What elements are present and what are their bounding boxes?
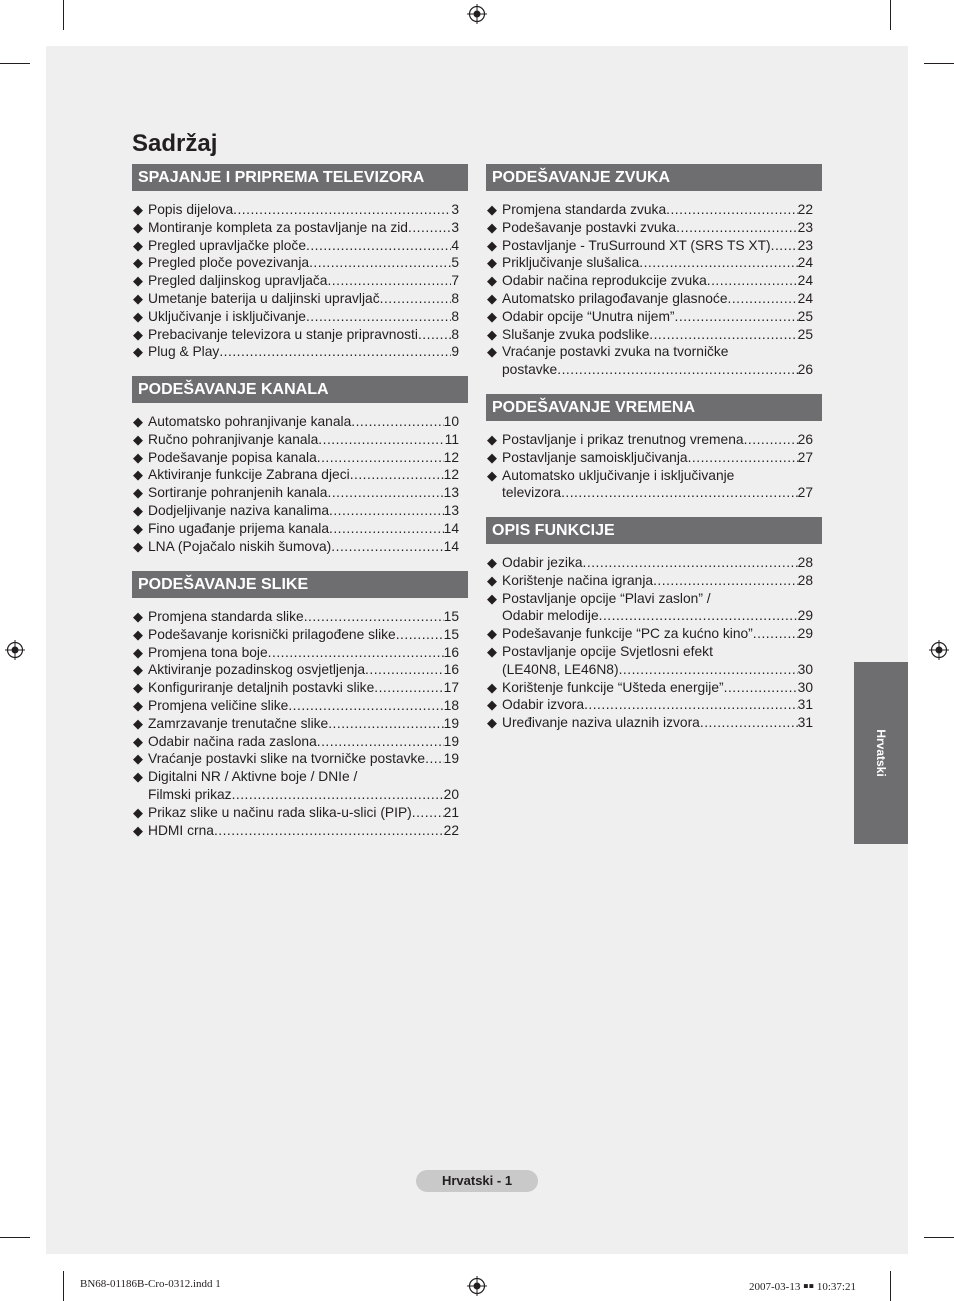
toc-entry-label: Popis dijelova — [148, 202, 234, 217]
dot-leader — [675, 308, 798, 326]
toc-list — [132, 201, 468, 361]
toc-entry-label: Automatsko prilagođavanje glasnoće — [502, 290, 728, 306]
toc-entry-page: 3 — [451, 219, 459, 235]
toc-entry — [486, 254, 822, 272]
toc-entry — [132, 608, 468, 626]
dot-leader — [317, 449, 444, 467]
toc-section — [132, 571, 468, 839]
toc-entry — [486, 467, 822, 503]
dot-leader — [329, 520, 444, 538]
toc-entry — [132, 538, 468, 556]
dot-leader — [666, 201, 798, 219]
toc-entry-label: Pregled daljinskog upravljača — [148, 273, 328, 289]
diamond-bullet-icon: ◆ — [487, 344, 497, 360]
registration-mark-icon — [929, 640, 949, 660]
toc-entry-label: LNA (Pojačalo niskih šumova) — [148, 538, 332, 554]
toc-entry — [132, 449, 468, 467]
toc-list — [486, 201, 822, 379]
toc-section — [486, 164, 822, 379]
dot-leader — [688, 449, 798, 467]
toc-entry-page: 28 — [797, 572, 813, 588]
diamond-bullet-icon: ◆ — [133, 502, 143, 518]
print-slug-file: BN68-01186B-Cro-0312.indd 1 — [80, 1278, 221, 1290]
toc-entry-label: HDMI crna — [148, 822, 214, 838]
toc-entry — [486, 643, 822, 679]
toc-entry — [132, 502, 468, 520]
toc-entry — [132, 768, 468, 804]
toc-entry-page: 17 — [443, 680, 459, 696]
section-header: PODEŠAVANJE KANALA — [132, 376, 468, 403]
toc-entry-page: 30 — [797, 661, 813, 677]
toc-entry-label: Korištenje načina igranja — [502, 572, 654, 588]
toc-entry — [132, 326, 468, 344]
diamond-bullet-icon: ◆ — [133, 751, 143, 767]
diamond-bullet-icon: ◆ — [133, 769, 143, 785]
toc-entry — [132, 343, 468, 361]
section-header: SPAJANJE I PRIPREMA TELEVIZORA — [132, 164, 468, 191]
registration-mark-icon — [5, 640, 25, 660]
toc-entry-page: 25 — [797, 326, 813, 342]
toc-entry-label: Odabir opcije “Unutra nijem” — [502, 308, 675, 324]
toc-entry — [486, 679, 822, 697]
diamond-bullet-icon: ◆ — [487, 432, 497, 447]
diamond-bullet-icon: ◆ — [133, 680, 143, 696]
toc-entry — [486, 272, 822, 290]
toc-entry — [132, 272, 468, 290]
toc-entry-label: Promjena tona boje — [148, 644, 268, 660]
dot-leader — [329, 502, 444, 520]
toc-entry-page: 31 — [797, 697, 813, 713]
toc-entry-page: 9 — [451, 344, 459, 360]
toc-entry-page: 7 — [451, 273, 459, 289]
diamond-bullet-icon: ◆ — [487, 467, 497, 483]
dot-leader — [408, 219, 451, 237]
toc-entry — [486, 572, 822, 590]
toc-entry-page: 29 — [797, 626, 813, 642]
dot-leader — [744, 431, 798, 449]
toc-entry-first-line: Vraćanje postavki zvuka na tvorničke — [502, 344, 729, 360]
toc-entry-label: Slušanje zvuka podslike — [502, 326, 650, 342]
registration-mark-icon — [467, 4, 487, 24]
toc-entry — [486, 290, 822, 308]
diamond-bullet-icon: ◆ — [487, 626, 497, 642]
toc-entry-page: 24 — [797, 255, 813, 271]
toc-entry — [132, 804, 468, 822]
toc-entry-label: Montiranje kompleta za postavljanje na zid — [148, 219, 408, 235]
toc-entry-page: 29 — [797, 608, 813, 624]
toc-entry-page: 28 — [797, 555, 813, 570]
toc-entry-label: Korištenje funkcije “Ušteda energije” — [502, 679, 724, 695]
toc-entry — [132, 254, 468, 272]
toc-list — [486, 554, 822, 732]
crop-mark — [63, 0, 64, 30]
diamond-bullet-icon: ◆ — [133, 431, 143, 447]
toc-entry-page: 27 — [797, 449, 813, 465]
language-side-tab — [854, 662, 908, 844]
crop-mark — [0, 63, 30, 64]
toc-entry — [132, 237, 468, 255]
toc-entry-first-line: Postavljanje opcije Svjetlosni efekt — [502, 643, 713, 659]
toc-entry-page: 26 — [797, 362, 813, 378]
toc-entry-label: Postavljanje i prikaz trenutnog vremena — [502, 432, 744, 447]
toc-entry — [486, 237, 822, 255]
toc-entry — [486, 219, 822, 237]
toc-entry-label: Pregled ploče povezivanja — [148, 255, 310, 271]
toc-entry-label: Odabir načina reprodukcije zvuka — [502, 273, 707, 289]
toc-section — [132, 164, 468, 361]
toc-entry-label: Konfiguriranje detaljnih postavki slike — [148, 680, 375, 696]
diamond-bullet-icon: ◆ — [487, 308, 497, 324]
diamond-bullet-icon: ◆ — [133, 609, 143, 624]
toc-entry — [486, 449, 822, 467]
diamond-bullet-icon: ◆ — [133, 449, 143, 465]
toc-entry-first-line: Digitalni NR / Aktivne boje / DNIe / — [148, 769, 358, 785]
toc-entry-label: Postavljanje samoisključivanja — [502, 449, 688, 465]
diamond-bullet-icon: ◆ — [487, 697, 497, 713]
toc-entry-page: 25 — [797, 308, 813, 324]
dot-leader — [365, 661, 444, 679]
toc-entry-page: 16 — [443, 662, 459, 678]
section-header: PODEŠAVANJE ZVUKA — [486, 164, 822, 191]
toc-entry — [132, 290, 468, 308]
toc-entry-page: 5 — [451, 255, 459, 271]
toc-entry — [486, 201, 822, 219]
toc-section — [486, 394, 822, 502]
toc-entry-label: televizora — [502, 485, 562, 501]
toc-entry-page: 19 — [443, 751, 459, 767]
crop-mark — [924, 63, 954, 64]
dot-leader — [557, 361, 797, 379]
toc-entry-label: Prikaz slike u načinu rada slika-u-slici (PIP) — [148, 804, 412, 820]
toc-entry — [486, 326, 822, 344]
dot-leader — [328, 715, 443, 733]
diamond-bullet-icon: ◆ — [487, 326, 497, 342]
dot-leader — [599, 607, 798, 625]
toc-entry-page: 15 — [443, 609, 459, 624]
diamond-bullet-icon: ◆ — [133, 485, 143, 501]
toc-entry-page: 22 — [797, 202, 813, 217]
toc-entry-page: 14 — [443, 538, 459, 554]
dot-leader — [753, 625, 798, 643]
dot-leader — [232, 786, 444, 804]
toc-entry-page: 12 — [443, 467, 459, 483]
diamond-bullet-icon: ◆ — [133, 308, 143, 324]
toc-entry-label: Podešavanje korisnički prilagođene slike — [148, 626, 396, 642]
diamond-bullet-icon: ◆ — [133, 520, 143, 536]
diamond-bullet-icon: ◆ — [487, 679, 497, 695]
dot-leader — [707, 272, 798, 290]
toc-entry-page: 8 — [451, 290, 459, 306]
toc-entry-first-line: Postavljanje opcije “Plavi zaslon” / — [502, 590, 711, 606]
toc-entry-page: 18 — [443, 697, 459, 713]
toc-entry-label: Umetanje baterija u daljinski upravljač — [148, 290, 380, 306]
toc-entry — [486, 343, 822, 379]
dot-leader — [561, 484, 798, 502]
dot-leader — [306, 308, 451, 326]
diamond-bullet-icon: ◆ — [133, 255, 143, 271]
toc-entry-label: Podešavanje funkcije “PC za kućno kino” — [502, 626, 753, 642]
toc-entry-label: Fino ugađanje prijema kanala — [148, 520, 330, 536]
toc-entry — [486, 431, 822, 449]
toc-entry-label: postavke — [502, 362, 558, 378]
dot-leader — [304, 608, 444, 626]
toc-section — [486, 517, 822, 732]
toc-entry-label: Postavljanje - TruSurround XT (SRS TS XT) — [502, 237, 771, 253]
toc-entry-page: 23 — [797, 237, 813, 253]
toc-entry-label: Podešavanje popisa kanala — [148, 449, 317, 465]
diamond-bullet-icon: ◆ — [133, 697, 143, 713]
dot-leader — [676, 219, 798, 237]
diamond-bullet-icon: ◆ — [133, 822, 143, 838]
toc-entry-label: Aktiviranje pozadinskog osvjetljenja — [148, 662, 366, 678]
toc-entry — [132, 219, 468, 237]
toc-entry-page: 14 — [443, 520, 459, 536]
diamond-bullet-icon: ◆ — [487, 572, 497, 588]
dot-leader — [583, 554, 798, 572]
toc-entry-page: 11 — [444, 431, 459, 447]
toc-entry — [132, 413, 468, 431]
toc-entry — [486, 554, 822, 572]
dot-leader — [327, 272, 451, 290]
diamond-bullet-icon: ◆ — [487, 555, 497, 570]
toc-entry-label: Vraćanje postavki slike na tvorničke postavke — [148, 751, 426, 767]
diamond-bullet-icon: ◆ — [133, 662, 143, 678]
crop-mark — [0, 1237, 30, 1238]
diamond-bullet-icon: ◆ — [133, 626, 143, 642]
toc-entry-label: Sortiranje pohranjenih kanala — [148, 485, 328, 501]
registration-mark-icon — [467, 1276, 487, 1296]
diamond-bullet-icon: ◆ — [487, 202, 497, 217]
toc-entry-label: Odabir izvora — [502, 697, 585, 713]
print-slug-timestamp: 2007-03-13 ￭￭ 10:37:21 — [749, 1281, 856, 1293]
dot-leader — [309, 254, 451, 272]
toc-entry — [486, 590, 822, 626]
diamond-bullet-icon: ◆ — [487, 715, 497, 731]
crop-mark — [63, 1271, 64, 1301]
toc-entry-label: Podešavanje postavki zvuka — [502, 219, 677, 235]
dot-leader — [700, 714, 798, 732]
toc-entry — [132, 201, 468, 219]
diamond-bullet-icon: ◆ — [133, 219, 143, 235]
diamond-bullet-icon: ◆ — [133, 326, 143, 342]
diamond-bullet-icon: ◆ — [133, 237, 143, 253]
toc-entry — [132, 750, 468, 768]
toc-entry — [486, 308, 822, 326]
toc-entry-page: 19 — [443, 733, 459, 749]
page-title: Sadržaj — [132, 130, 218, 157]
toc-entry-page: 27 — [797, 485, 813, 501]
toc-entry-label: Zamrzavanje trenutačne slike — [148, 715, 329, 731]
toc-entry-page: 4 — [451, 237, 459, 253]
toc-entry-page: 16 — [443, 644, 459, 660]
diamond-bullet-icon: ◆ — [133, 414, 143, 429]
dot-leader — [412, 804, 444, 822]
toc-entry — [132, 431, 468, 449]
toc-entry-label: Uređivanje naziva ulaznih izvora — [502, 715, 700, 731]
toc-entry — [132, 733, 468, 751]
toc-entry — [132, 644, 468, 662]
dot-leader — [584, 696, 798, 714]
toc-entry-page: 10 — [443, 414, 459, 429]
side-tab-label: Hrvatski — [874, 729, 888, 777]
dot-leader — [350, 466, 444, 484]
diamond-bullet-icon: ◆ — [487, 219, 497, 235]
toc-entry-label: Odabir melodije — [502, 608, 599, 624]
dot-leader — [214, 822, 444, 840]
toc-entry-page: 22 — [443, 822, 459, 838]
diamond-bullet-icon: ◆ — [133, 644, 143, 660]
dot-leader — [268, 644, 444, 662]
toc-entry-label: Prebacivanje televizora u stanje pripravnosti — [148, 326, 418, 342]
diamond-bullet-icon: ◆ — [133, 202, 143, 217]
diamond-bullet-icon: ◆ — [133, 273, 143, 289]
toc-entry-page: 26 — [797, 432, 813, 447]
toc-entry-page: 21 — [443, 804, 459, 820]
diamond-bullet-icon: ◆ — [487, 255, 497, 271]
dot-leader — [219, 343, 451, 361]
toc-entry-label: Filmski prikaz — [148, 786, 232, 802]
dot-leader — [396, 626, 444, 644]
toc-entry-page: 31 — [797, 715, 813, 731]
dot-leader — [317, 733, 444, 751]
crop-mark — [924, 1237, 954, 1238]
toc-entry-label: Uključivanje i isključivanje — [148, 308, 306, 324]
toc-entry — [132, 626, 468, 644]
toc-entry — [132, 520, 468, 538]
dot-leader — [306, 237, 451, 255]
page-number-badge: Hrvatski - 1 — [416, 1170, 538, 1192]
toc-entry-page: 19 — [443, 715, 459, 731]
toc-entry — [132, 822, 468, 840]
toc-entry-label: Pregled upravljačke ploče — [148, 237, 306, 253]
toc-entry — [486, 714, 822, 732]
toc-entry — [486, 696, 822, 714]
toc-entry-page: 8 — [451, 308, 459, 324]
toc-entry-label: (LE40N8, LE46N8) — [502, 661, 619, 677]
dot-leader — [374, 679, 443, 697]
toc-entry — [132, 308, 468, 326]
dot-leader — [233, 201, 451, 219]
dot-leader — [771, 237, 798, 255]
toc-entry-label: Plug & Play — [148, 344, 220, 360]
dot-leader — [639, 254, 797, 272]
toc-entry-label: Automatsko pohranjivanje kanala — [148, 414, 352, 429]
diamond-bullet-icon: ◆ — [133, 804, 143, 820]
toc-entry-label: Odabir jezika — [502, 555, 583, 570]
toc-entry — [132, 697, 468, 715]
dot-leader — [351, 413, 443, 431]
dot-leader — [331, 538, 443, 556]
diamond-bullet-icon: ◆ — [133, 467, 143, 483]
toc-entry-label: Dodjeljivanje naziva kanalima — [148, 502, 329, 518]
dot-leader — [724, 679, 798, 697]
diamond-bullet-icon: ◆ — [133, 290, 143, 306]
dot-leader — [327, 484, 443, 502]
toc-entry-page: 12 — [443, 449, 459, 465]
dot-leader — [425, 750, 444, 768]
diamond-bullet-icon: ◆ — [133, 538, 143, 554]
crop-mark — [890, 1271, 891, 1301]
diamond-bullet-icon: ◆ — [487, 237, 497, 253]
toc-entry — [132, 715, 468, 733]
dot-leader — [653, 572, 798, 590]
dot-leader — [649, 326, 797, 344]
diamond-bullet-icon: ◆ — [133, 344, 143, 360]
toc-entry-page: 3 — [451, 202, 459, 217]
toc-entry — [132, 484, 468, 502]
toc-entry-page: 24 — [797, 290, 813, 306]
toc-entry — [132, 661, 468, 679]
dot-leader — [418, 326, 451, 344]
toc-entry-page: 15 — [443, 626, 459, 642]
crop-mark — [890, 0, 891, 30]
toc-entry-page: 24 — [797, 273, 813, 289]
toc-entry — [132, 466, 468, 484]
toc-entry-page: 23 — [797, 219, 813, 235]
dot-leader — [619, 661, 798, 679]
toc-entry-label: Ručno pohranjivanje kanala — [148, 431, 319, 447]
toc-entry-page: 20 — [443, 786, 459, 802]
diamond-bullet-icon: ◆ — [133, 733, 143, 749]
toc-entry-label: Odabir načina rada zaslona — [148, 733, 317, 749]
toc-entry-page: 13 — [443, 485, 459, 501]
toc-entry-label: Promjena standarda zvuka — [502, 202, 667, 217]
toc-entry-page: 13 — [443, 502, 459, 518]
toc-list — [132, 608, 468, 839]
section-header: OPIS FUNKCIJE — [486, 517, 822, 544]
diamond-bullet-icon: ◆ — [487, 643, 497, 659]
dot-leader — [288, 697, 443, 715]
toc-entry-label: Aktiviranje funkcije Zabrana djeci — [148, 467, 350, 483]
toc-entry-label: Priključivanje slušalica — [502, 255, 640, 271]
diamond-bullet-icon: ◆ — [487, 590, 497, 606]
diamond-bullet-icon: ◆ — [487, 273, 497, 289]
toc-entry-page: 30 — [797, 679, 813, 695]
toc-entry-label: Promjena veličine slike — [148, 697, 289, 713]
toc-entry-label: Promjena standarda slike — [148, 609, 304, 624]
toc-list — [132, 413, 468, 555]
dot-leader — [318, 431, 444, 449]
section-header: PODEŠAVANJE SLIKE — [132, 571, 468, 598]
section-header: PODEŠAVANJE VREMENA — [486, 394, 822, 421]
toc-entry — [486, 625, 822, 643]
dot-leader — [380, 290, 452, 308]
toc-entry-page: 8 — [451, 326, 459, 342]
toc-entry — [132, 679, 468, 697]
toc-section — [132, 376, 468, 555]
dot-leader — [728, 290, 798, 308]
toc-entry-first-line: Automatsko uključivanje i isključivanje — [502, 467, 735, 483]
diamond-bullet-icon: ◆ — [487, 290, 497, 306]
diamond-bullet-icon: ◆ — [487, 449, 497, 465]
diamond-bullet-icon: ◆ — [133, 715, 143, 731]
toc-list — [486, 431, 822, 502]
